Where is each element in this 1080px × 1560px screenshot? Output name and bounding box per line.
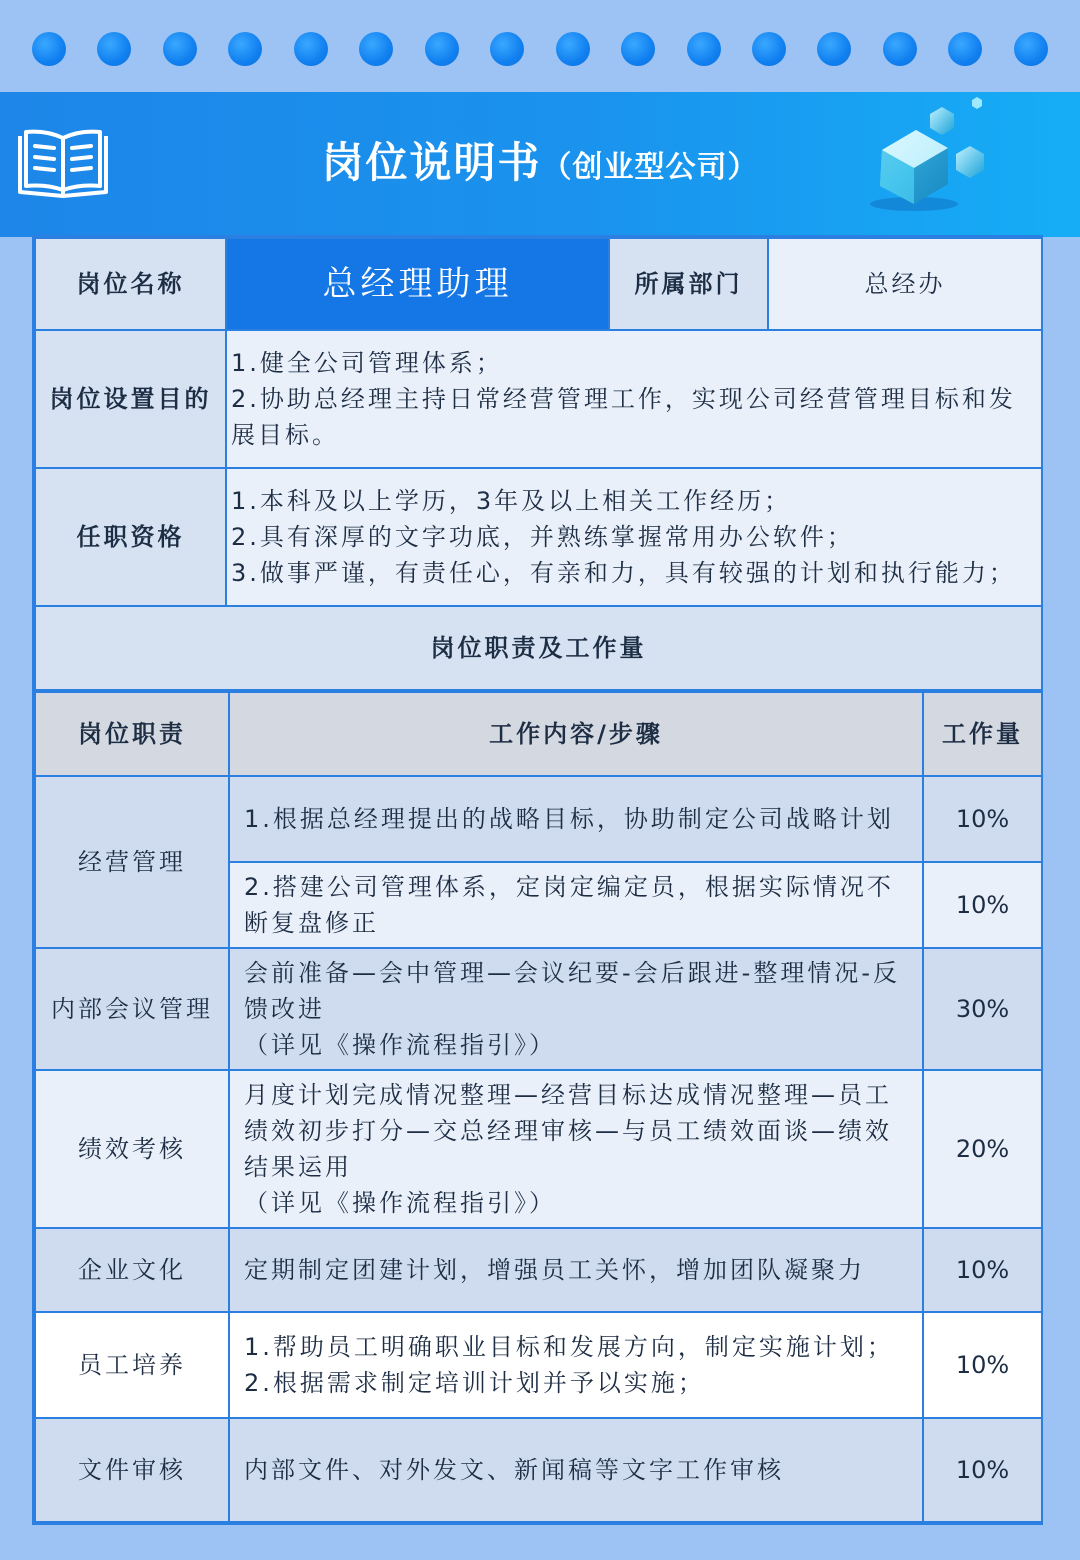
duty-content: 2.搭建公司管理体系，定岗定编定员，根据实际情况不断复盘修正 <box>229 862 923 948</box>
duty-content: 1.根据总经理提出的战略目标，协助制定公司战略计划 <box>229 776 923 862</box>
duties-table <box>34 691 1043 1523</box>
job-description-sheet <box>32 235 1043 1525</box>
binder-ring <box>752 32 786 66</box>
duty-label: 经营管理 <box>35 776 229 948</box>
position-name-label: 岗位名称 <box>35 238 226 330</box>
department-label: 所属部门 <box>609 238 768 330</box>
duty-label: 企业文化 <box>35 1228 229 1312</box>
qualification-content <box>226 468 1042 606</box>
duty-label: 文件审核 <box>35 1418 229 1522</box>
qualification-line: 2.具有深厚的文字功底，并熟练掌握常用办公软件； <box>231 523 854 551</box>
binder-ring <box>359 32 393 66</box>
cube-cluster-icon <box>864 92 994 217</box>
duty-content: 内部文件、对外发文、新闻稿等文字工作审核 <box>229 1418 923 1522</box>
duty-workload: 10% <box>923 1312 1042 1418</box>
binder-ring <box>490 32 524 66</box>
duty-workload: 10% <box>923 862 1042 948</box>
qualification-line: 3.做事严谨，有责任心，有亲和力，具有较强的计划和执行能力； <box>231 559 1016 587</box>
binder-ring <box>294 32 328 66</box>
binder-ring <box>425 32 459 66</box>
duty-content: 定期制定团建计划，增强员工关怀，增加团队凝聚力 <box>229 1228 923 1312</box>
duty-content-line: （详见《操作流程指引》） <box>244 1031 556 1059</box>
table-row <box>35 1228 1042 1312</box>
column-header-content: 工作内容/步骤 <box>229 692 923 776</box>
binder-ring <box>556 32 590 66</box>
binder-ring <box>948 32 982 66</box>
duty-content-line: 1.帮助员工明确职业目标和发展方向，制定实施计划； <box>244 1333 894 1361</box>
purpose-line: 1.健全公司管理体系； <box>231 349 503 377</box>
duty-content-line: 2.根据需求制定培训计划并予以实施； <box>244 1369 705 1397</box>
qualification-label: 任职资格 <box>35 468 226 606</box>
duty-workload: 10% <box>923 1228 1042 1312</box>
binder-ring <box>163 32 197 66</box>
duty-label: 员工培养 <box>35 1312 229 1418</box>
binder-ring <box>883 32 917 66</box>
binder-ring <box>32 32 66 66</box>
purpose-content <box>226 330 1042 468</box>
binder-ring <box>1014 32 1048 66</box>
duty-label: 内部会议管理 <box>35 948 229 1070</box>
duty-content-line: 会前准备—会中管理—会议纪要-会后跟进-整理情况-反馈改进 <box>244 959 900 1023</box>
table-row <box>35 948 1042 1070</box>
binder-ring <box>817 32 851 66</box>
column-header-duty: 岗位职责 <box>35 692 229 776</box>
qualification-line: 1.本科及以上学历，3年及以上相关工作经历； <box>231 487 792 515</box>
position-name-value: 总经理助理 <box>226 238 609 330</box>
table-row <box>35 1418 1042 1522</box>
duty-workload: 20% <box>923 1070 1042 1228</box>
table-row <box>35 1070 1042 1228</box>
table-row <box>35 1312 1042 1418</box>
duty-content-line: （详见《操作流程指引》） <box>244 1189 556 1217</box>
title-banner <box>0 92 1080 237</box>
duty-workload: 10% <box>923 776 1042 862</box>
duty-workload: 10% <box>923 1418 1042 1522</box>
department-value: 总经办 <box>768 238 1042 330</box>
duties-section-title: 岗位职责及工作量 <box>35 606 1042 690</box>
binder-rings <box>32 30 1048 68</box>
table-row <box>35 776 1042 862</box>
duty-content <box>229 1312 923 1418</box>
duty-label: 绩效考核 <box>35 1070 229 1228</box>
binder-ring <box>97 32 131 66</box>
purpose-line: 2.协助总经理主持日常经营管理工作，实现公司经营管理目标和发展目标。 <box>231 385 1016 449</box>
title-sub: （创业型公司） <box>541 150 759 185</box>
column-header-workload: 工作量 <box>923 692 1042 776</box>
duty-content <box>229 1070 923 1228</box>
binder-ring <box>687 32 721 66</box>
binder-ring <box>621 32 655 66</box>
title-main: 岗位说明书 <box>321 138 542 187</box>
binder-ring <box>228 32 262 66</box>
duty-content-line: 月度计划完成情况整理—经营目标达成情况整理—员工绩效初步打分—交总经理审核—与员工绩效面谈—绩效结果运用 <box>244 1081 892 1181</box>
info-table <box>34 237 1043 691</box>
duty-content <box>229 948 923 1070</box>
purpose-label: 岗位设置目的 <box>35 330 226 468</box>
duty-workload: 30% <box>923 948 1042 1070</box>
